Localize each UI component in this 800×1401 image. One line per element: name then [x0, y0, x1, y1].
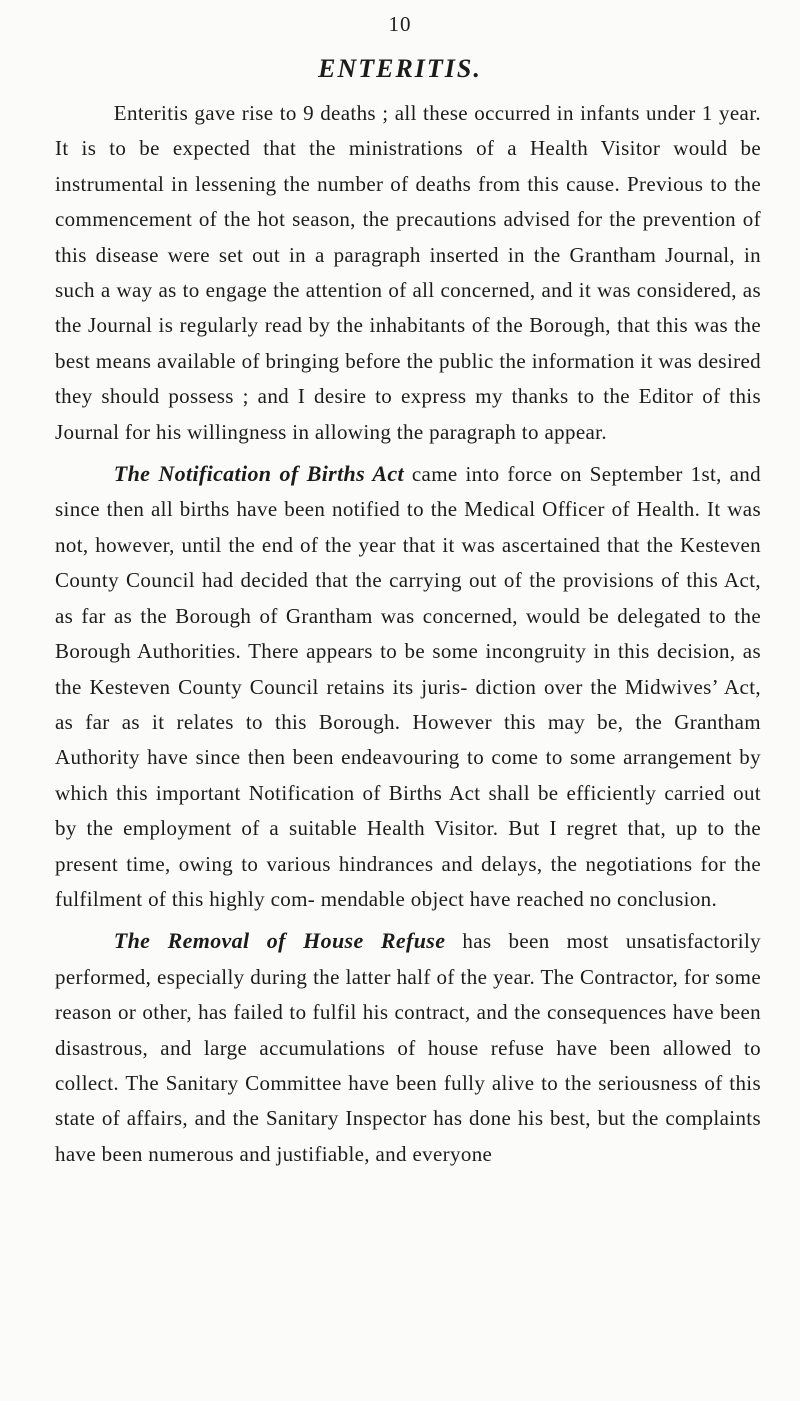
- paragraph-lead: The Removal of House Refuse: [113, 928, 446, 954]
- paragraph-lead: The Notification of Births Act: [113, 461, 404, 487]
- paragraph-text: Enteritis gave rise to 9 deaths ; all these occurred in infants under 1 year. It is to be expected that the ministrations of a Health Visitor would be instrumental in lessening the number of deaths from this cause. Previous to the commencement of the hot season, the precautions advised for the prevention of this disease were set out in a paragraph inserted in the Grantham Journal, in such a way as to engage the attention of all concerned, and it was considered, as the Journal is regularly read by the inhabitants of the Borough, that this was the best means available of bringing before the public the information it was desired they should possess ; and I desire to express my thanks to the Editor of this Journal for his willingness in allowing the paragraph to appear.: [55, 101, 761, 444]
- paragraph-notification-of-births: [55, 456, 761, 917]
- paragraph-house-refuse: [55, 923, 761, 1172]
- paragraph-text: came into force on September 1st, and since then all births have been notified to the Medical Officer of Health. It was not, however, until the end of the year that it was ascertained that the Kesteven County Council had decided that the carrying out of the provisions of this Act, as far as the Borough of Grantham was concerned, would be delegated to the Borough Authorities. There appears to be some incongruity in this decision, as the Kesteven County Council retains its juris- diction over the Midwives’ Act, as far as it relates to this Borough. However this may be, the Grantham Authority have since then been endeavouring to come to some arrangement by which this important Notification of Births Act shall be efficiently carried out by the employment of a suitable Health Visitor. But I regret that, up to the present time, owing to various hindrances and delays, the negotiations for the fulfilment of this highly com- mendable object have reached no conclusion.: [55, 462, 762, 911]
- body-text: [55, 96, 761, 1172]
- paragraph-text: has been most unsatisfactorily performed, especially during the latter half of the year. The Contractor, for some reason or other, has failed to fulfil his contract, and the consequences have been disastrous, and large accumulations of house refuse have been allowed to collect. The Sanitary Committee have been fully alive to the seriousness of this state of affairs, and the Sanitary Inspector has done his best, but the complaints have been numerous and justifiable, and everyone: [55, 929, 761, 1166]
- paragraph-enteritis: [55, 96, 761, 450]
- page-number: 10: [388, 12, 412, 36]
- section-heading: ENTERITIS.: [318, 54, 482, 83]
